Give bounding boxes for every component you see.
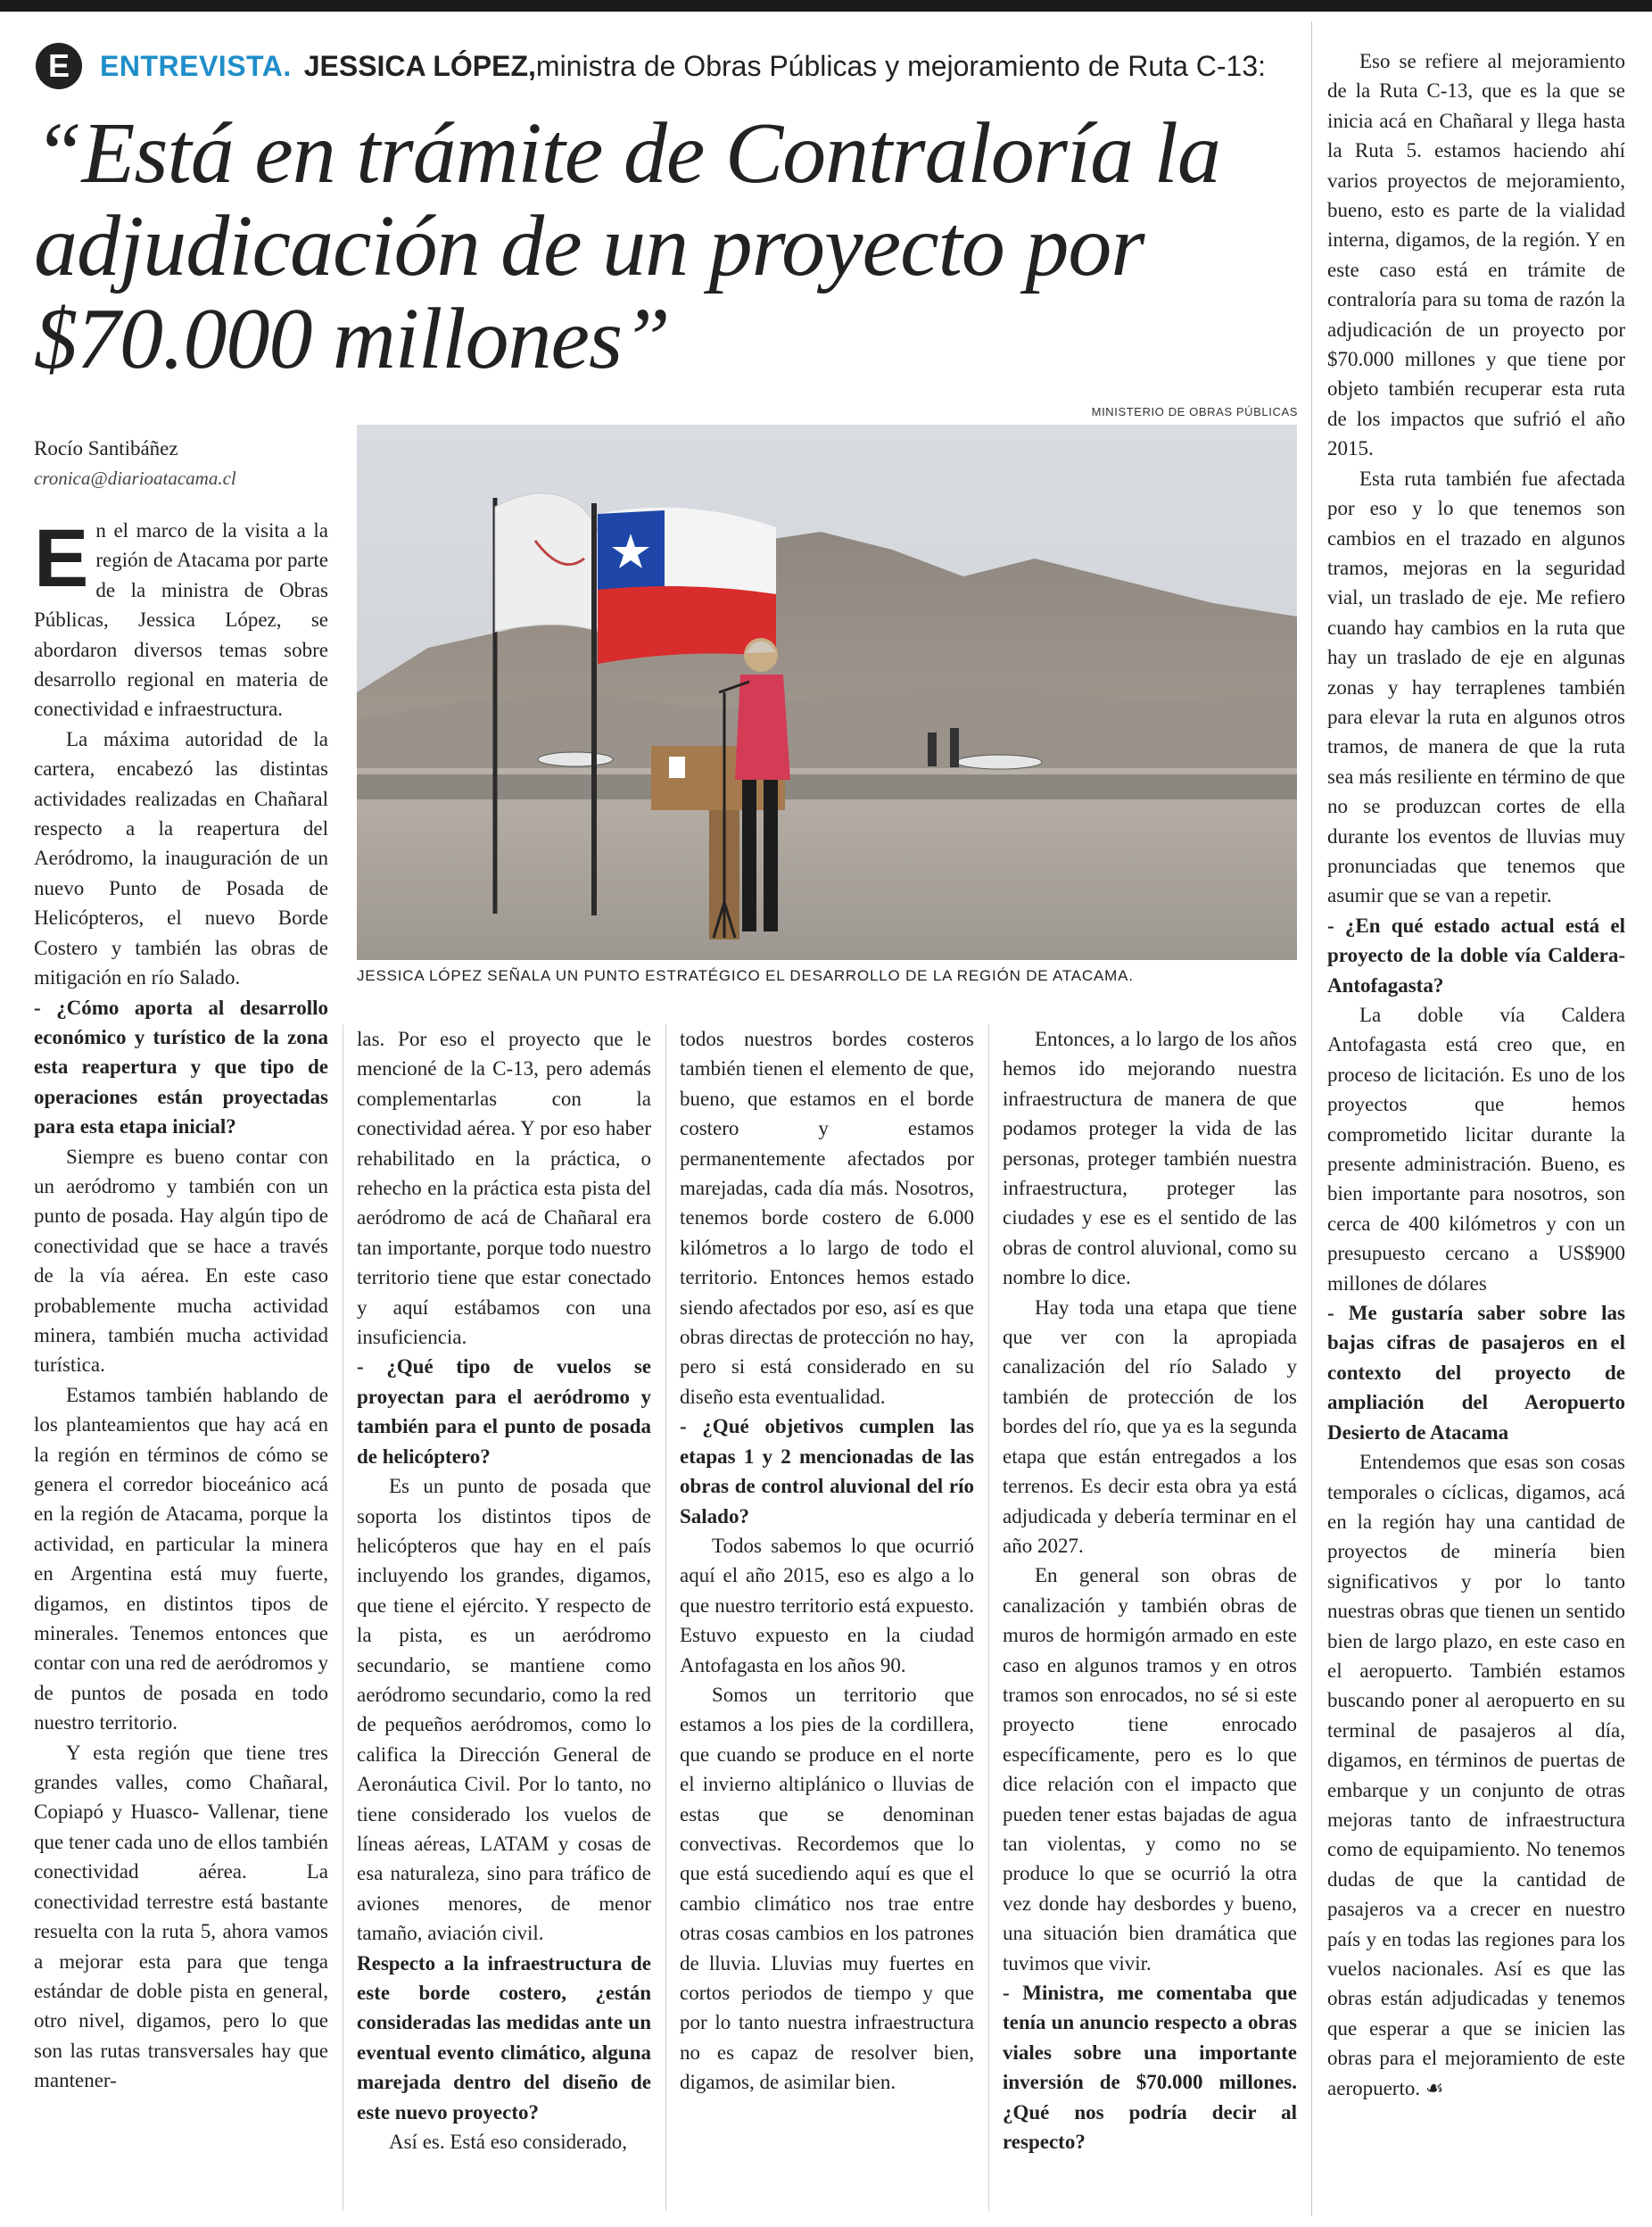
section-badge: E: [36, 43, 82, 89]
paragraph: Eso se refiere al mejoramiento de la Ruta C-13, que es la que se inicia acá en Chañaral y llega hasta la Ruta 5. estamos haciendo ahí varios proyectos de mejoramiento, bueno, esto es parte de la vialidad interna, digamos, de la región. Y en este caso está en trámite de contraloría para su toma de razón la adjudicación de un proyecto por $70.000 millones y que tiene por objeto también recuperar esta ruta de los impactos que sufrió el año 2015.: [1327, 50, 1625, 460]
paragraph: Entonces, a lo largo de los años hemos ido mejorando nuestra infraestructura de manera de que podamos proteger la vida de las personas, proteger también nuestra infraestructura, proteger las ciudades y ese es el sentido de las obras de control aluvional, como su nombre lo dice.: [1003, 1028, 1297, 1289]
column-2: [357, 1024, 651, 2157]
photo-illustration: [357, 425, 1297, 960]
author-byline: Rocío Santibáñez: [34, 437, 178, 459]
headline: “Está en trámite de Contraloría la adjudicación de un proyecto por $70.000 millones”: [34, 105, 1220, 387]
paragraph: La máxima autoridad de la cartera, encabezó las distintas actividades realizadas en Chañaral respecto a la reapertura del Aeródromo, la inauguración de un nuevo Punto de Posada de Helicópteros, el nuevo Borde Costero y también las obras de mitigación en río Salado.: [34, 727, 328, 989]
article-photo: [357, 425, 1297, 960]
paragraph: Es un punto de posada que soporta los distintos tipos de helicópteros que hay en el país incluyendo los grandes, digamos, que tiene el ejército. Y respecto de la pista, es un aeródromo secundario, se mantiene como aeródromo secundario, como la red de pequeños aeródromos, como lo califica la Dirección General de Aeronáutica Civil. Por lo tanto, no tiene considerado los vuelos de líneas aéreas, LATAM y cosas de esa naturaleza, sino para tráfico de aviones menores, de menor tamaño, aviación civil.: [357, 1475, 651, 1945]
author-email: cronica@diarioatacama.cl: [34, 468, 236, 489]
paragraph: En general son obras de canalización y también obras de muros de hormigón armado en este caso en algunos tramos y en otros tramos son enrocados, no sé si este proyecto tiene enrocado específicamente, pero es lo que dice relación con el impacto que pueden tener estas bajadas de agua tan violentas, y como no se produce lo que se ocurrió la otra vez donde hay desbordes y bueno, una situación bien dramática que tuvimos que vivir.: [1003, 1564, 1297, 1974]
paragraph: Hay toda una etapa que tiene que ver con la apropiada canalización del río Salado y también de protección de los bordes del río, que ya es la segunda etapa que están entregados a los terrenos. Es decir esta obra ya está adjudicada y debería terminar en el año 2027.: [1003, 1296, 1297, 1557]
column-divider: [988, 1024, 989, 2211]
paragraph: Somos un territorio que estamos a los pies de la cordillera, que cuando se produce en el norte el invierno altiplánico o lluvias de estas que se denominan convectivas. Recordemos que lo que está sucediendo aquí es que el cambio climático nos trae entre otras cosas cambios en los patrones de lluvia. Lluvias muy fuertes en cortos periodos de tiempo y que por lo tanto nuestra infraestructura no es capaz de resolver bien, digamos, de asimilar bien.: [680, 1683, 974, 2094]
paragraph: Siempre es bueno contar con un aeródromo y también con un punto de posada. Hay algún tipo de conectividad que se hace a través de la vía aérea. En este caso probablemente mucha actividad minera, también mucha actividad turística.: [34, 1145, 328, 1377]
top-rule: [0, 0, 1652, 12]
paragraph: las. Por eso el proyecto que le mencioné de la C-13, pero además complementarlas con la conectividad aérea. Y por eso haber rehabilitado en la práctica, o rehecho en la práctica esta pista del aeródromo de acá de Chañaral era tan importante, porque todo nuestro territorio tiene que estar conectado y aquí estábamos con una insuficiencia.: [357, 1028, 651, 1349]
column-divider: [665, 1024, 666, 2211]
question: - ¿En qué estado actual está el proyecto de la doble vía Caldera-Antofagasta?: [1327, 914, 1625, 997]
interviewee-name: JESSICA LÓPEZ,: [303, 49, 536, 82]
question: - ¿Cómo aporta al desarrollo económico y turístico de la zona esta reapertura y que tipo de operaciones están proyectadas para esta etapa inicial?: [34, 996, 328, 1138]
paragraph: Así es. Está eso considerado,: [389, 2131, 627, 2154]
lead-paragraph: [34, 513, 328, 724]
kicker: [36, 41, 1266, 91]
paragraph: Entendemos que esas son cosas temporales o cíclicas, digamos, acá en la región hay una cantidad de proyectos de minería bien significativos y por lo tanto nuestras obras que tienen un sentido bien de largo plazo, en este caso en el aeropuerto. También estamos buscando poner al aeropuerto en su terminal de pasajeros al día, digamos, en términos de puertas de embarque y un conjunto de otras mejoras tanto de infraestructura como de equipamiento. No tenemos dudas de que la cantidad de pasajeros va a crecer en nuestro país y en todas las regiones para los vuelos nacionales. Así es que las obras están adjudicadas y tenemos que esperar a que se inicien las obras para el mejoramiento de este aeropuerto. ☙: [1327, 1451, 1625, 2099]
question: Respecto a la infraestructura de este borde costero, ¿están consideradas las medidas ante un eventual evento climático, alguna marejada dentro del diseño de este nuevo proyecto?: [357, 1951, 651, 2124]
column-3: [680, 1024, 974, 2098]
photo-caption: JESSICA LÓPEZ SEÑALA UN PUNTO ESTRATÉGICO EL DESARROLLO DE LA REGIÓN DE ATACAMA.: [357, 967, 1134, 984]
paragraph: Todos sabemos lo que ocurrió aquí el año 2015, eso es algo a lo que nuestro territorio está expuesto. Estuvo expuesto en la ciudad Antofagasta en los años 90.: [680, 1534, 974, 1676]
paragraph: todos nuestros bordes costeros también tienen el elemento de que, bueno, que estamos en el borde costero y estamos permanentemente afectados por marejadas, cada día más. Nosotros, tenemos borde costero de 6.000 kilómetros a lo largo de todo el territorio. Entonces hemos estado siendo afectados por eso, así es que obras directas de protección no hay, pero si está considerado en su diseño esta eventualidad.: [680, 1028, 974, 1408]
section-label: ENTREVISTA.: [100, 49, 292, 82]
column-1: [34, 513, 328, 2096]
question: - Me gustaría saber sobre las bajas cifras de pasajeros en el contexto del proyecto de ampliación del Aeropuerto Desierto de Atacama: [1327, 1302, 1625, 1444]
column-5: [1327, 46, 1625, 2103]
column-divider: [1311, 21, 1312, 2216]
paragraph-text: n el marco de la visita a la región de Atacama por parte de la ministra de Obras Públicas, Jessica López, se abordaron diversos temas sobre desarrollo regional en materia de conectividad e infraestructura.: [34, 519, 328, 721]
paragraph: Esta ruta también fue afectada por eso y lo que tenemos son cambios en el trazado en algunos tramos, mejoras en la seguridad vial, un traslado de eje. Me refiero cuando hay cambios en la ruta que hay un traslado de eje en algunas zonas y hay terraplenes también para elevar la ruta en algunos otros tramos, de manera de que la ruta sea más resiliente en término de que no se produzcan cortes de ella durante los eventos de lluvias muy pronunciadas que tenemos que asumir que se van a repetir.: [1327, 467, 1625, 907]
interviewee-role: ministra de Obras Públicas y mejoramiento de Ruta C-13:: [535, 49, 1267, 82]
dropcap: E: [34, 513, 89, 604]
paragraph: Estamos también hablando de los planteamientos que hay acá en la región en términos de cómo se genera el corredor bioceánico acá en la región de Atacama, porque la actividad, en particular la minera en Argentina está muy fuerte, digamos, en distintos tipos de minerales. Tenemos entonces que contar con una red de aeródromos y de puntos de posada en todo nuestro territorio.: [34, 1383, 328, 1734]
question: - Ministra, me comentaba que tenía un anuncio respecto a obras viales sobre una importante inversión de $70.000 millones. ¿Qué nos podría decir al respecto?: [1003, 1982, 1297, 2154]
question: - ¿Qué objetivos cumplen las etapas 1 y 2 mencionadas de las obras de control aluvional del río Salado?: [680, 1415, 974, 1527]
question: - ¿Qué tipo de vuelos se proyectan para el aeródromo y también para el punto de posada de helicóptero?: [357, 1355, 651, 1468]
paragraph: Y esta región que tiene tres grandes valles, como Chañaral, Copiapó y Huasco- Vallenar, tiene que tener cada uno de ellos también conectividad aérea. La conectividad terrestre está bastante resuelta con la ruta 5, ahora vamos a mejorar esta para que tenga estándar de doble pista en general, otro nivel, digamos, pero lo que son las rutas transversales hay que mantener-: [34, 1741, 328, 2092]
column-4: [1003, 1024, 1297, 2157]
photo-credit: MINISTERIO DE OBRAS PÚBLICAS: [1091, 405, 1298, 418]
paragraph: La doble vía Caldera Antofagasta está creo que, en proceso de licitación. Es uno de los proyectos que hemos comprometido licitar durante la presente administración. Bueno, es bien importante para nosotros, son cerca de 400 kilómetros y con un presupuesto cercano a US$900 millones de dólares: [1327, 1004, 1625, 1295]
